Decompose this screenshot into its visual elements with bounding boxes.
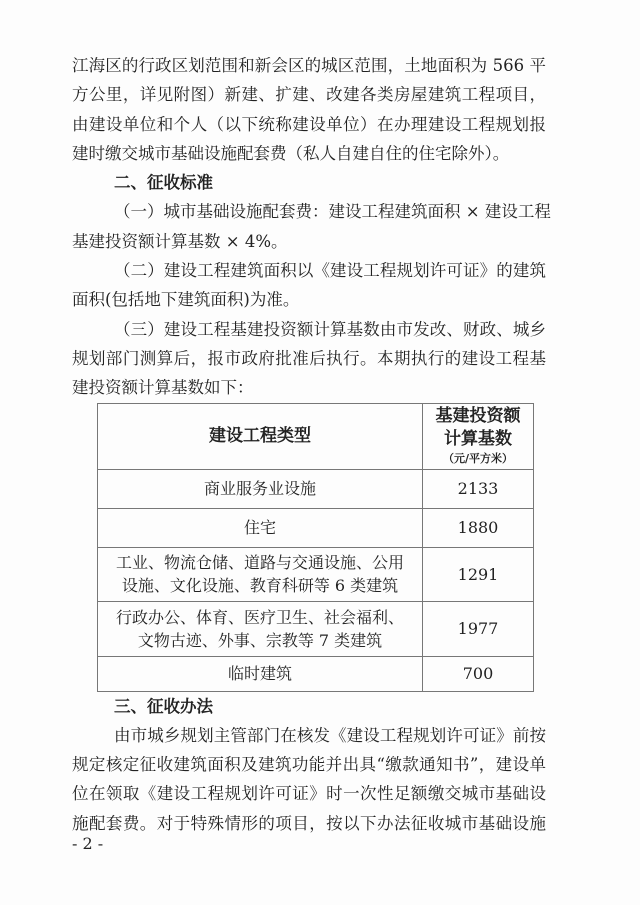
value-cell: 1291 [423,547,534,601]
text-line: （三）建设工程基建投资额计算基数由市发改、财政、城乡 [114,319,546,339]
type-line: 文物古迹、外事、宗教等 7 类建筑 [137,630,383,650]
text-line: 建时缴交城市基础设施配套费（私人自建自住的住宅除外）。 [72,143,510,163]
text-line: （二）建设工程建筑面积以《建设工程规划许可证》的建筑 [114,261,546,281]
header-base [423,403,534,469]
text-line: 基建投资额计算基数 × 4%。 [72,231,288,251]
text-line: 江海区的行政区划范围和新会区的城区范围，土地面积为 566 平 [72,56,546,75]
text-line: 方公里，详见附图）新建、扩建、改建各类房屋建筑工程项目， [72,85,546,105]
text-line: 规定核定征收建筑面积及建筑功能并出具“缴款通知书”，建设单 [72,755,546,775]
text-line: 施配套费。对于特殊情形的项目，按以下办法征收城市基础设施 [72,813,546,833]
table-row [98,508,534,547]
type-cell: 商业服务业设施 [98,469,423,508]
value-cell: 2133 [423,469,534,508]
header-base-line1: 基建投资额 [435,406,521,427]
value-cell: 700 [423,656,534,691]
header-unit: （元/平方米） [442,452,514,466]
table-row [98,656,534,691]
header-base-line2: 计算基数 [444,429,512,450]
table-row [98,547,534,601]
type-cell: 临时建筑 [98,656,423,691]
text-line: 由市城乡规划主管部门在核发《建设工程规划许可证》前按 [114,725,546,745]
value-cell: 1977 [423,601,534,656]
document-body [72,51,551,838]
type-cell [98,601,423,656]
text-line: 由建设单位和个人（以下统称建设单位）在办理建设工程规划报 [72,114,546,134]
type-cell [98,547,423,601]
section-heading: 二、征收标准 [114,173,213,193]
header-type: 建设工程类型 [98,403,423,469]
text-line: 位在领取《建设工程规划许可证》时一次性足额缴交城市基础设 [72,784,546,804]
text-line: 建投资额计算基数如下： [72,378,254,398]
type-cell: 住宅 [98,508,423,547]
text-line: 规划部门测算后，报市政府批准后执行。本期执行的建设工程基 [72,348,546,368]
table-row [98,469,534,508]
text-line: 面积(包括地下建筑面积)为准。 [72,290,300,310]
section-heading: 三、征收办法 [114,696,213,716]
type-line: 行政办公、体育、医疗卫生、社会福利、 [115,607,404,627]
table-row [98,601,534,656]
type-line: 工业、物流仓储、道路与交通设施、公用 [115,553,404,573]
base-rate-table [97,403,534,692]
text-line: （一）城市基础设施配套费：建设工程建筑面积 × 建设工程 [114,202,551,222]
value-cell: 1880 [423,508,534,547]
page-number: - 2 - [72,834,104,853]
type-line: 设施、文化设施、教育科研等 6 类建筑 [121,576,399,596]
table-header-row [98,403,534,469]
